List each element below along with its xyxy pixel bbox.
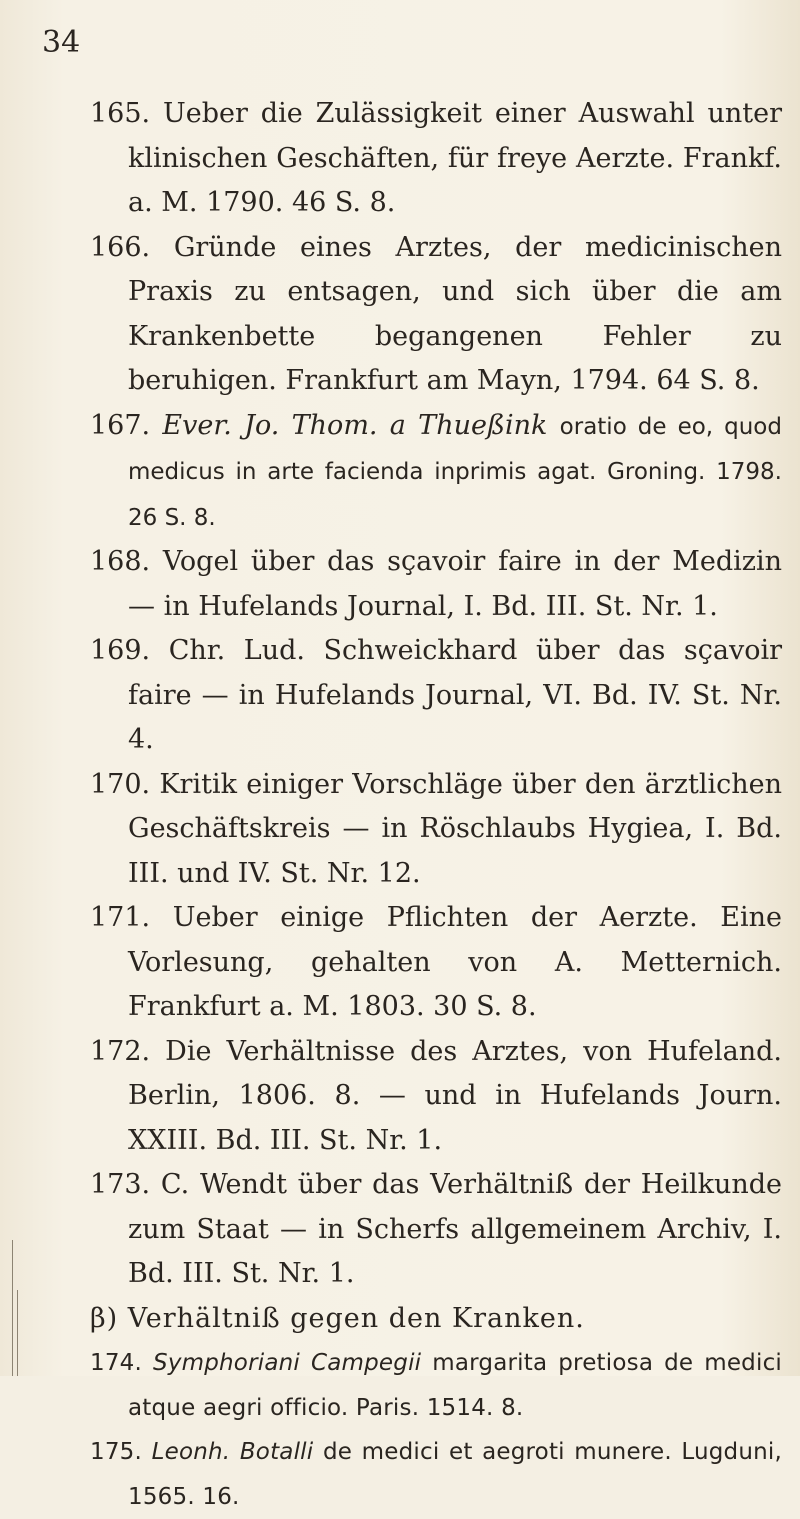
bibliography-entry xyxy=(70,226,782,404)
entry-author: Symphoriani Campegii xyxy=(153,1350,422,1376)
entry-number: 175. xyxy=(90,1439,143,1465)
entry-number: 169. xyxy=(90,635,151,666)
bibliography-entry xyxy=(70,92,782,226)
bibliography-entry xyxy=(70,1341,782,1430)
entry-text: Vogel über das sçavoir faire in der Medizin — in Hufelands Journal, I. Bd. III. St. Nr. 1. xyxy=(128,546,782,622)
bibliography-entry xyxy=(70,404,782,541)
entry-text: Kritik einiger Vorschläge über den ärztlichen Geschäftskreis — in Röschlaubs Hygiea, I. Bd. III. und IV. St. Nr. 12. xyxy=(128,768,782,889)
entry-number: 167. xyxy=(90,409,151,441)
bibliography-entry xyxy=(70,629,782,763)
bibliography-entry xyxy=(70,1030,782,1164)
bibliography-entry xyxy=(70,1430,782,1519)
page-number: 34 xyxy=(42,25,81,60)
entry-text: Ueber einige Pflichten der Aerzte. Eine Vorlesung, gehalten von A. Metternich. Frankfurt a. M. 1803. 30 S. 8. xyxy=(128,902,782,1022)
entry-text: C. Wendt über das Verhältniß der Heilkunde zum Staat — in Scherfs allgemeinem Archiv, I. Bd. III. St. Nr. 1. xyxy=(128,1169,782,1289)
bibliography-entry xyxy=(70,1163,782,1297)
binding-edge-line xyxy=(12,1240,13,1376)
entry-number: 172. xyxy=(90,1035,151,1067)
entry-text: Die Verhältnisse des Arztes, von Hufeland. Berlin, 1806. 8. — und in Hufelands Journ. XXIII. Bd. III. St. Nr. 1. xyxy=(128,1035,782,1156)
entry-text: de medici et aegroti munere. Lugduni, 1565. 16. xyxy=(128,1439,783,1510)
entry-author: Ever. Jo. Thom. a Thueßink xyxy=(162,409,548,441)
entry-text: oratio de eo, quod medicus in arte facienda inprimis agat. Groning. 1798. 26 S. 8. xyxy=(128,413,782,531)
entry-text: Gründe eines Arztes, der medicinischen Praxis zu entsagen, und sich über die am Krankenbette begangenen Fehler zu beruhigen. Frankfurt am Mayn, 1794. 64 S. 8. xyxy=(128,231,782,396)
bibliography-entry xyxy=(70,896,782,1030)
entry-text: margarita pretiosa de medici atque aegri officio. Paris. 1514. 8. xyxy=(128,1350,783,1421)
entry-number: 171. xyxy=(90,902,151,933)
entry-number: 174. xyxy=(90,1350,143,1376)
bibliography-list xyxy=(70,92,782,1519)
bibliography-entry xyxy=(70,763,782,897)
entry-text: Ueber die Zulässigkeit einer Auswahl unter klinischen Geschäften, für freye Aerzte. Frankf. a. M. 1790. 46 S. 8. xyxy=(128,98,782,218)
bibliography-entry xyxy=(70,540,782,629)
binding-edge-line xyxy=(17,1290,18,1376)
entry-number: 170. xyxy=(90,768,151,800)
entry-number: 165. xyxy=(90,98,151,129)
entry-number: 168. xyxy=(90,546,151,577)
entry-text: Chr. Lud. Schweickhard über das sçavoir faire — in Hufelands Journal, VI. Bd. IV. St. Nr. 4. xyxy=(128,635,782,755)
entry-number: 173. xyxy=(90,1169,151,1200)
entry-number: 166. xyxy=(90,231,151,263)
entry-author: Leonh. Botalli xyxy=(151,1439,314,1465)
section-heading: β) Verhältniß gegen den Kranken. xyxy=(90,1302,585,1334)
